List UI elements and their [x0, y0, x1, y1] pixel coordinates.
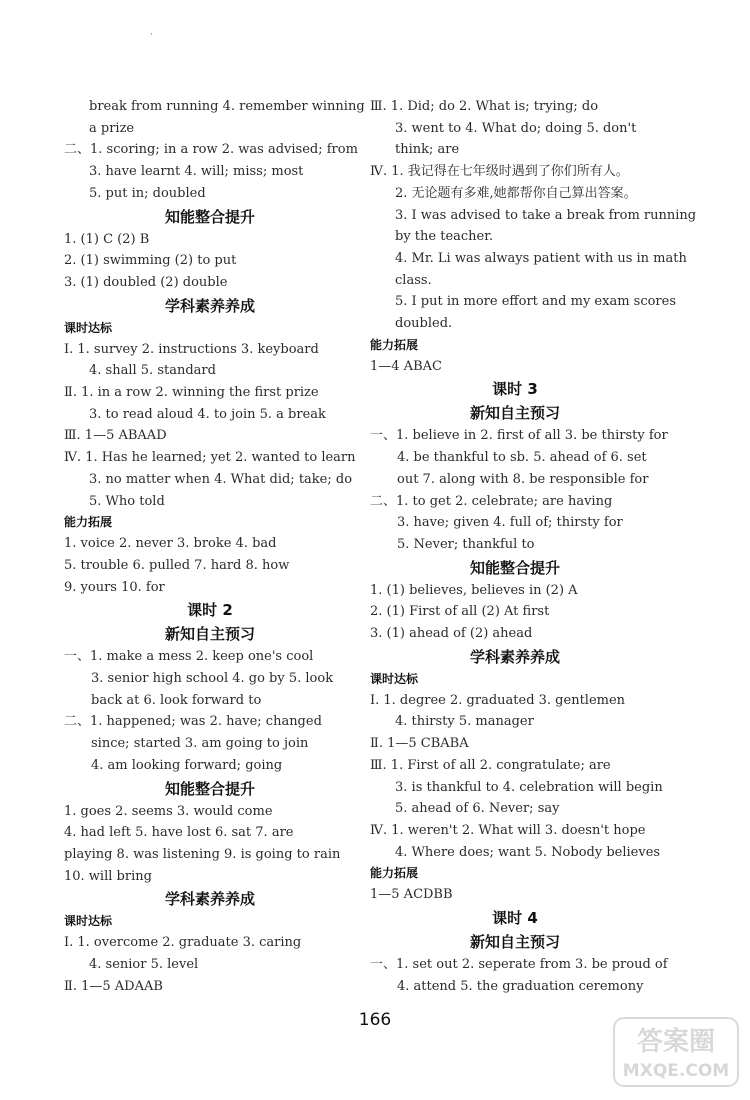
page-number: 166 [358, 1010, 392, 1030]
subsection-heading: 能力拓展 [370, 337, 419, 352]
answer-line: Ⅰ. 1. overcome 2. graduate 3. caring [64, 935, 302, 951]
answer-line: class. [395, 272, 432, 288]
answer-line: 4. Mr. Li was always patient with us in math [395, 250, 687, 266]
right-column [370, 96, 697, 998]
section-heading: 新知自主预习 [164, 625, 255, 644]
subsection-heading: 课时达标 [370, 671, 419, 686]
answer-line: 1. voice 2. never 3. broke 4. bad [64, 536, 277, 552]
section-heading: 知能整合提升 [164, 779, 255, 798]
answer-line: 3. went to 4. What do; doing 5. don't [395, 120, 637, 136]
answer-line: 3. no matter when 4. What did; take; do [89, 471, 353, 487]
answer-line: since; started 3. am going to join [91, 736, 309, 752]
left-column [64, 96, 365, 998]
answer-line: 4. am looking forward; going [91, 757, 283, 773]
subsection-heading: 能力拓展 [370, 866, 419, 881]
answer-line: 3. senior high school 4. go by 5. look [91, 671, 334, 687]
answer-line: doubled. [395, 316, 453, 332]
subsection-heading: 课时达标 [64, 320, 113, 335]
answer-line: a prize [89, 120, 135, 136]
watermark-url: MXQE.COM [622, 1061, 730, 1081]
answer-line: 3. have; given 4. full of; thirsty for [397, 515, 623, 531]
answer-line: break from running 4. remember winning [89, 99, 365, 114]
answer-line: 4. Where does; want 5. Nobody believes [395, 844, 661, 860]
answer-line: 1. (1) believes, believes in (2) A [370, 582, 578, 598]
answer-line: Ⅲ. 1. Did; do 2. What is; trying; do [370, 99, 599, 114]
answer-line: Ⅳ. 1. Has he learned; yet 2. wanted to learn [64, 450, 356, 466]
answer-line: 二、1. to get 2. celebrate; are having [370, 493, 613, 509]
section-heading: 知能整合提升 [164, 207, 255, 226]
answer-line: Ⅰ. 1. degree 2. graduated 3. gentlemen [370, 692, 626, 708]
answer-line: 5. ahead of 6. Never; say [395, 801, 560, 817]
answer-line: Ⅳ. 1. weren't 2. What will 3. doesn't hope [370, 822, 646, 838]
answer-line: 3. is thankful to 4. celebration will begin [395, 779, 663, 795]
answer-line: 5. Never; thankful to [397, 536, 535, 552]
answer-line: 3. (1) ahead of (2) ahead [370, 626, 533, 642]
answer-line: 一、1. make a mess 2. keep one's cool [64, 649, 314, 665]
section-heading: 知能整合提升 [469, 558, 560, 577]
answer-line: 2. (1) swimming (2) to put [64, 253, 237, 269]
answer-line: 5. trouble 6. pulled 7. hard 8. how [64, 557, 290, 573]
answer-line: 一、1. believe in 2. first of all 3. be thirsty for [370, 428, 668, 444]
answer-line: 二、1. happened; was 2. have; changed [64, 714, 322, 730]
section-heading: 新知自主预习 [469, 933, 560, 952]
lesson-heading: 课时 3 [492, 380, 538, 399]
answer-line: back at 6. look forward to [91, 692, 262, 708]
answer-line: 4. senior 5. level [89, 957, 199, 973]
answer-line: Ⅲ. 1. First of all 2. congratulate; are [370, 757, 611, 773]
answer-line: 4. had left 5. have lost 6. sat 7. are [64, 825, 294, 841]
answer-line: 5. I put in more effort and my exam scores [395, 294, 677, 310]
answer-line: 2. 无论题有多难,她都帮你自己算出答案。 [395, 185, 637, 201]
section-heading: 学科素养养成 [164, 890, 255, 909]
answer-line: 4. be thankful to sb. 5. ahead of 6. set [397, 450, 647, 466]
subsection-heading: 课时达标 [64, 914, 113, 929]
answer-line: 5. put in; doubled [89, 185, 206, 201]
answer-line: Ⅰ. 1. survey 2. instructions 3. keyboard [64, 341, 319, 357]
section-heading: 新知自主预习 [469, 404, 560, 423]
answer-line: 二、1. scoring; in a row 2. was advised; from [64, 142, 358, 158]
decorative-dot: · [150, 30, 153, 40]
watermark-title: 答案圈 [636, 1027, 716, 1057]
answer-line: out 7. along with 8. be responsible for [397, 471, 649, 487]
answer-line: 1—5 ACDBB [370, 887, 453, 903]
answer-line: 9. yours 10. for [64, 579, 165, 595]
answer-line: playing 8. was listening 9. is going to rain [64, 846, 341, 862]
section-heading: 学科素养养成 [469, 647, 560, 666]
watermark-logo [612, 1012, 740, 1092]
answer-line: think; are [395, 142, 460, 158]
answer-line: 1—4 ABAC [370, 358, 442, 374]
answer-line: 4. attend 5. the graduation ceremony [397, 978, 644, 994]
subsection-heading: 能力拓展 [64, 515, 113, 530]
answer-line: 10. will bring [64, 868, 152, 884]
section-heading: 学科素养养成 [164, 296, 255, 315]
answer-line: Ⅲ. 1—5 ABAAD [64, 428, 167, 444]
lesson-heading: 课时 4 [492, 909, 538, 928]
answer-line: by the teacher. [395, 229, 494, 245]
answer-line: Ⅱ. 1—5 CBABA [370, 736, 469, 752]
answer-line: 2. (1) First of all (2) At first [370, 604, 550, 620]
answer-line: Ⅱ. 1. in a row 2. winning the first prize [64, 385, 319, 401]
answer-line: Ⅳ. 1. 我记得在七年级时遇到了你们所有人。 [370, 164, 629, 180]
answer-line: Ⅱ. 1—5 ADAAB [64, 978, 163, 994]
answer-line: 1. goes 2. seems 3. would come [64, 803, 273, 819]
answer-line: 3. I was advised to take a break from running [395, 207, 697, 223]
answer-line: 4. thirsty 5. manager [395, 714, 534, 730]
lesson-heading: 课时 2 [187, 601, 233, 620]
answer-line: 5. Who told [89, 493, 165, 509]
answer-line: 一、1. set out 2. seperate from 3. be proud of [370, 957, 668, 973]
answer-line: 1. (1) C (2) B [64, 231, 150, 247]
answer-line: 3. to read aloud 4. to join 5. a break [89, 406, 326, 422]
answer-line: 4. shall 5. standard [89, 363, 216, 379]
answer-line: 3. have learnt 4. will; miss; most [89, 164, 304, 180]
answer-line: 3. (1) doubled (2) double [64, 274, 228, 290]
